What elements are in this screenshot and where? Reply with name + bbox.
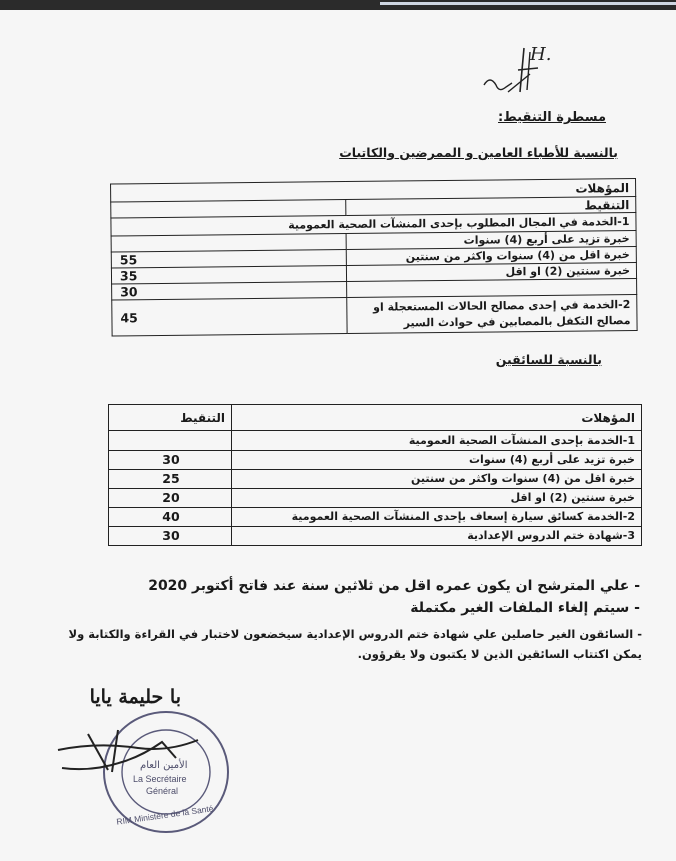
table-row-text: 3-شهادة ختم الدروس الإعدادية: [232, 527, 642, 546]
table-header-score: التنقيط: [345, 197, 636, 216]
table-row-text: 2-الخدمة كسائق سيارة إسعاف بإحدى المنشآت الصحية العمومية: [232, 508, 642, 527]
section2-table: [108, 404, 642, 546]
table-row-score: 20: [109, 489, 232, 508]
stamp-line-arabic: الأمين العام: [140, 760, 188, 771]
table-row-text: 1-الخدمة في المجال المطلوب بإحدى المنشآت الصحية العمومية: [111, 213, 636, 236]
photo-top-edge: [0, 0, 676, 10]
section1-title: بالنسبة للأطباء العامين و الممرضين والكاتبات: [339, 145, 618, 160]
section2-title: بالنسبة للسائقين: [495, 352, 602, 367]
stamp-line-french2: Général: [146, 786, 179, 796]
scoring-heading: مسطرة التنقيط:: [498, 110, 606, 125]
table-header-score: التنقيط: [109, 405, 232, 431]
stamp-ring-text: RIM Ministère de la Santé: [115, 803, 215, 827]
table-row-score: 30: [112, 282, 347, 300]
signatory-name: با حليمة يايا: [89, 686, 181, 708]
table-row-text: خبرة سنتين (2) او اقل: [346, 263, 637, 282]
table-row-text: خبرة سنتين (2) او اقل: [232, 489, 642, 508]
table-row-score: 25: [109, 470, 232, 489]
note-age: - علي المترشح ان يكون عمره اقل من ثلاثين سنة عند فاتح أكتوبر 2020: [148, 578, 640, 594]
table-row-text: 2-الخدمة في إحدى مصالح الحالات المستعجلة او مصالح التكفل بالمصابين في حوادث السير: [346, 294, 637, 333]
note-drivers-exam: - السائقون الغير حاصلين علي شهادة ختم الدروس الإعدادية سيخضعون لاختبار في القراءة والكتابة ولا يمكن اكتتاب السائقين الذين لا يكتبون ولا يقرؤون.: [68, 627, 642, 661]
section1-table: [110, 178, 638, 336]
handwritten-mark-label: H.: [530, 44, 552, 65]
table-row-score: 55: [111, 250, 346, 268]
table-row-text: خبرة اقل من (4) سنوات واكثر من سنتين: [346, 247, 637, 266]
stamp-line-french1: La Secrétaire: [133, 774, 187, 784]
table-row-score: 40: [109, 508, 232, 527]
table-row-score: 30: [109, 451, 232, 470]
table-row-text: خبرة اقل من (4) سنوات واكثر من سنتين: [232, 470, 642, 489]
note-incomplete-files: - سيتم إلغاء الملفات الغير مكتملة: [410, 600, 640, 616]
table-row-score: 35: [111, 266, 346, 284]
table-row-text: خبرة تزيد على أربع (4) سنوات: [232, 451, 642, 470]
table-row-score: 45: [112, 298, 347, 336]
table-row-score: 30: [109, 527, 232, 546]
table-row-text: خبرة تزيد على أربع (4) سنوات: [346, 231, 637, 250]
table-header-qualifications: المؤهلات: [232, 405, 642, 431]
official-stamp: [48, 710, 238, 850]
table-row-text: 1-الخدمة بإحدى المنشآت الصحية العمومية: [232, 431, 642, 451]
table-header-qualifications: المؤهلات: [111, 179, 636, 202]
